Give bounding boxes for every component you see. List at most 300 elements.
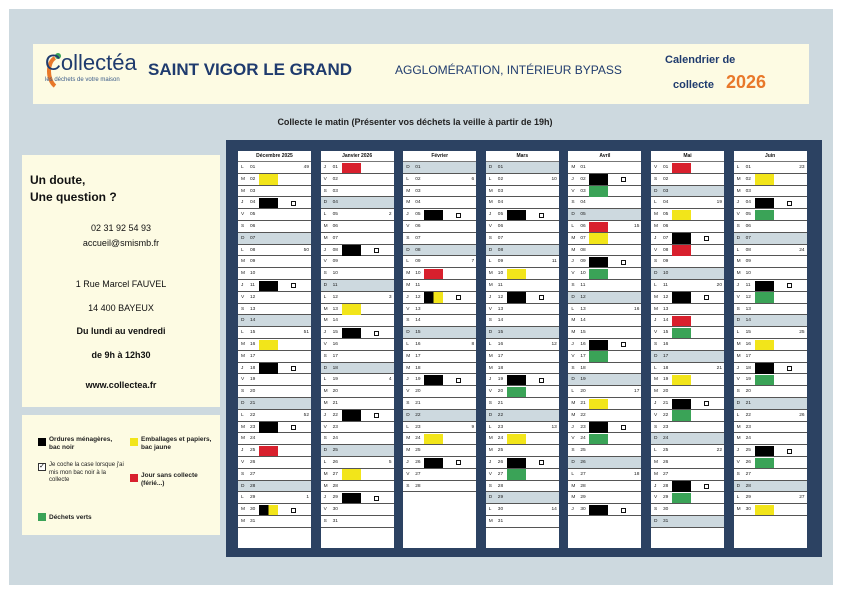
collection-checkbox[interactable] xyxy=(456,213,461,218)
day-row xyxy=(568,197,641,209)
day-letter: J xyxy=(654,483,657,489)
day-number: 09 xyxy=(332,259,338,265)
day-letter: V xyxy=(571,436,575,442)
collection-checkbox[interactable] xyxy=(704,236,709,241)
day-letter: M xyxy=(571,412,576,418)
collection-red-marker xyxy=(259,446,278,457)
day-number: 02 xyxy=(497,176,504,182)
day-number: 27 xyxy=(250,471,256,477)
day-row xyxy=(651,374,724,386)
collection-checkbox[interactable] xyxy=(704,295,709,300)
day-row xyxy=(403,174,476,186)
day-number: 15 xyxy=(497,330,504,336)
day-row xyxy=(238,516,311,528)
day-letter: D xyxy=(241,483,245,489)
day-row xyxy=(734,374,807,386)
week-number: 13 xyxy=(551,424,557,430)
day-row xyxy=(568,351,641,363)
day-number: 22 xyxy=(580,412,586,418)
day-row xyxy=(321,398,394,410)
day-row xyxy=(321,292,394,304)
day-letter: J xyxy=(241,282,244,288)
day-letter: V xyxy=(571,353,575,359)
day-number: 03 xyxy=(663,188,669,194)
day-letter: S xyxy=(736,389,740,395)
day-row xyxy=(734,315,807,327)
collection-black-marker xyxy=(424,375,443,386)
day-row xyxy=(486,410,559,422)
day-number: 27 xyxy=(580,471,586,477)
collection-black-marker xyxy=(342,245,361,256)
week-number: 51 xyxy=(303,330,309,336)
day-row xyxy=(403,315,476,327)
collection-checkbox[interactable] xyxy=(539,295,544,300)
day-number: 22 xyxy=(663,412,669,418)
day-letter: M xyxy=(488,436,493,442)
day-row xyxy=(486,315,559,327)
day-letter: D xyxy=(654,271,658,277)
day-number: 09 xyxy=(663,259,669,265)
day-letter: D xyxy=(571,294,575,300)
day-number: 18 xyxy=(580,365,586,371)
day-number: 18 xyxy=(663,365,669,371)
day-letter: M xyxy=(736,259,741,265)
day-row xyxy=(651,445,724,457)
collection-checkbox[interactable] xyxy=(539,460,544,465)
collection-checkbox[interactable] xyxy=(374,496,379,501)
day-number: 24 xyxy=(663,436,669,442)
day-number: 25 xyxy=(415,448,421,454)
day-row xyxy=(486,186,559,198)
week-number: 23 xyxy=(799,165,805,170)
day-letter: M xyxy=(406,282,411,288)
day-number: 01 xyxy=(745,165,751,170)
day-row xyxy=(238,233,311,245)
day-letter: M xyxy=(736,176,741,182)
collection-checkbox[interactable] xyxy=(621,260,626,265)
day-letter: J xyxy=(241,448,244,454)
collection-checkbox[interactable] xyxy=(291,201,296,206)
collection-red-marker xyxy=(342,163,361,174)
calendar-label-line1: Calendrier de xyxy=(665,54,736,66)
day-number: 26 xyxy=(250,459,256,465)
day-row xyxy=(238,363,311,375)
legend-check-label: Je coche la case lorsque j'ai mis mon bac noir à la collecte xyxy=(49,462,124,483)
collection-yellow-marker xyxy=(507,269,526,280)
day-row xyxy=(651,268,724,280)
day-number: 21 xyxy=(415,400,421,406)
day-number: 26 xyxy=(497,459,504,465)
day-number: 03 xyxy=(415,188,421,194)
day-letter: D xyxy=(736,235,741,241)
day-number: 25 xyxy=(332,448,338,454)
day-number: 02 xyxy=(415,176,421,182)
day-letter: S xyxy=(406,400,410,406)
day-letter: J xyxy=(488,377,492,383)
day-number: 30 xyxy=(332,507,338,513)
collection-checkbox[interactable] xyxy=(621,425,626,430)
day-row xyxy=(403,374,476,386)
day-letter: V xyxy=(654,330,658,336)
day-letter: S xyxy=(323,188,327,194)
day-letter: S xyxy=(323,353,327,359)
day-row xyxy=(734,162,807,174)
day-row xyxy=(734,292,807,304)
day-letter: S xyxy=(488,483,492,489)
collection-yellow-marker xyxy=(755,340,774,351)
week-number: 6 xyxy=(471,176,475,182)
day-row xyxy=(403,433,476,445)
day-number: 07 xyxy=(745,235,751,241)
day-row xyxy=(486,339,559,351)
day-row xyxy=(321,386,394,398)
hours-line1: Du lundi au vendredi xyxy=(76,326,166,336)
day-row xyxy=(568,209,641,221)
day-row xyxy=(568,492,641,504)
month-header: Décembre 2025 xyxy=(238,151,311,162)
day-number: 09 xyxy=(497,259,504,265)
day-number: 30 xyxy=(580,507,586,513)
day-letter: D xyxy=(406,247,410,253)
day-number: 28 xyxy=(745,483,751,489)
day-letter: M xyxy=(241,341,245,347)
day-letter: M xyxy=(571,247,576,253)
collection-yellow-marker xyxy=(342,469,361,480)
day-row xyxy=(651,245,724,257)
collection-black-marker xyxy=(507,458,526,469)
day-letter: S xyxy=(654,341,658,347)
day-row xyxy=(734,433,807,445)
day-number: 24 xyxy=(745,436,751,442)
day-number: 06 xyxy=(580,223,586,229)
day-letter: M xyxy=(323,389,328,395)
day-letter: M xyxy=(406,365,411,371)
day-row xyxy=(486,481,559,493)
collection-checkbox[interactable] xyxy=(621,342,626,347)
day-number: 30 xyxy=(250,507,256,513)
day-letter: L xyxy=(488,424,492,430)
day-letter: D xyxy=(488,247,493,253)
day-row xyxy=(403,339,476,351)
day-letter: J xyxy=(654,318,657,324)
day-number: 10 xyxy=(663,271,669,277)
day-number: 11 xyxy=(250,282,255,288)
day-row xyxy=(734,221,807,233)
day-number: 28 xyxy=(250,483,256,489)
collection-checkbox[interactable] xyxy=(374,331,379,336)
day-number: 26 xyxy=(332,459,338,465)
collection-checkbox[interactable] xyxy=(291,366,296,371)
collection-checkbox[interactable] xyxy=(787,201,792,206)
day-letter: S xyxy=(571,282,575,288)
day-number: 06 xyxy=(415,223,421,229)
day-letter: L xyxy=(406,176,409,182)
day-row xyxy=(486,433,559,445)
day-letter: M xyxy=(323,483,328,489)
day-letter: J xyxy=(736,448,739,454)
day-number: 08 xyxy=(663,247,669,253)
day-number: 02 xyxy=(580,176,586,182)
day-letter: J xyxy=(323,412,326,418)
day-letter: J xyxy=(571,341,574,347)
legend-check-icon: ✓ xyxy=(39,463,45,470)
collection-checkbox[interactable] xyxy=(704,484,709,489)
day-row xyxy=(734,256,807,268)
day-row xyxy=(486,398,559,410)
day-letter: D xyxy=(736,400,741,406)
email-address[interactable]: accueil@smismb.fr xyxy=(82,238,160,248)
day-letter: V xyxy=(654,412,658,418)
day-letter: L xyxy=(488,176,492,182)
day-row xyxy=(238,292,311,304)
day-number: 10 xyxy=(250,271,256,277)
day-letter: S xyxy=(654,259,658,265)
day-row xyxy=(238,504,311,516)
day-letter: V xyxy=(488,223,492,229)
collection-checkbox[interactable] xyxy=(374,248,379,253)
day-row xyxy=(238,221,311,233)
day-letter: L xyxy=(488,259,492,265)
day-row xyxy=(238,162,311,174)
day-letter: M xyxy=(571,165,576,170)
day-row xyxy=(238,339,311,351)
day-row xyxy=(486,363,559,375)
day-letter: V xyxy=(406,223,410,229)
day-number: 28 xyxy=(580,483,586,489)
week-number: 27 xyxy=(799,495,805,501)
collection-green-marker xyxy=(589,186,608,197)
day-row xyxy=(734,304,807,316)
day-row xyxy=(486,422,559,434)
day-number: 10 xyxy=(580,271,586,277)
collection-black-marker xyxy=(672,292,691,303)
day-row xyxy=(403,186,476,198)
week-number: 11 xyxy=(551,259,557,265)
day-letter: M xyxy=(488,200,493,206)
day-number: 05 xyxy=(580,212,586,218)
week-number: 1 xyxy=(306,495,309,501)
day-number: 12 xyxy=(332,294,338,300)
day-row xyxy=(486,174,559,186)
day-number: 08 xyxy=(415,247,421,253)
day-number: 23 xyxy=(663,424,669,430)
collection-black-marker xyxy=(259,363,278,374)
day-row xyxy=(651,492,724,504)
day-row xyxy=(321,162,394,174)
day-row xyxy=(651,174,724,186)
website-link[interactable]: www.collectea.fr xyxy=(85,380,157,390)
week-number: 16 xyxy=(634,306,640,312)
day-row xyxy=(486,386,559,398)
day-number: 17 xyxy=(250,353,256,359)
day-row xyxy=(321,280,394,292)
day-row xyxy=(486,256,559,268)
collection-black-marker xyxy=(259,422,278,433)
day-letter: J xyxy=(488,212,492,218)
collection-checkbox[interactable] xyxy=(787,449,792,454)
day-number: 01 xyxy=(250,165,256,170)
day-number: 27 xyxy=(415,471,421,477)
day-letter: M xyxy=(241,353,245,359)
day-number: 12 xyxy=(415,294,421,300)
day-letter: V xyxy=(654,165,658,170)
day-letter: V xyxy=(488,389,492,395)
day-number: 01 xyxy=(580,165,586,170)
month-header: Janvier 2026 xyxy=(321,151,394,162)
day-number: 04 xyxy=(332,200,338,206)
collection-checkbox[interactable] xyxy=(787,366,792,371)
collection-checkbox[interactable] xyxy=(374,413,379,418)
day-row xyxy=(403,351,476,363)
day-letter: M xyxy=(488,282,493,288)
day-letter: M xyxy=(241,424,245,430)
collection-checkbox[interactable] xyxy=(291,508,296,513)
day-letter: L xyxy=(571,306,575,312)
collection-red-marker xyxy=(424,269,443,280)
day-number: 12 xyxy=(580,294,586,300)
week-number: 26 xyxy=(799,412,805,418)
day-row xyxy=(651,162,724,174)
month-column xyxy=(321,151,394,548)
collection-green-marker xyxy=(589,434,608,445)
day-letter: V xyxy=(488,471,492,477)
week-number: 22 xyxy=(716,448,722,454)
day-row xyxy=(651,315,724,327)
collection-checkbox[interactable] xyxy=(456,378,461,383)
day-number: 22 xyxy=(250,412,256,418)
day-letter: L xyxy=(571,389,575,395)
day-number: 08 xyxy=(745,247,751,253)
day-number: 14 xyxy=(250,318,256,324)
phone-number: 02 31 92 54 93 xyxy=(90,223,152,233)
day-row xyxy=(734,492,807,504)
collection-black-marker xyxy=(589,505,608,516)
day-row xyxy=(238,492,311,504)
day-number: 25 xyxy=(250,448,256,454)
day-letter: M xyxy=(406,353,411,359)
day-letter: V xyxy=(736,377,740,383)
day-row xyxy=(568,504,641,516)
day-row xyxy=(734,386,807,398)
collection-checkbox[interactable] xyxy=(787,283,792,288)
month-header: Juin xyxy=(734,151,807,162)
collection-checkbox[interactable] xyxy=(621,508,626,513)
day-row xyxy=(734,481,807,493)
day-letter: L xyxy=(241,165,244,170)
day-number: 01 xyxy=(415,165,421,170)
day-row xyxy=(238,481,311,493)
day-letter: M xyxy=(571,318,576,324)
day-row xyxy=(734,280,807,292)
day-row xyxy=(486,445,559,457)
day-row xyxy=(568,327,641,339)
day-letter: M xyxy=(571,483,576,489)
collection-black-marker xyxy=(589,340,608,351)
collection-black-marker xyxy=(589,174,608,185)
day-row xyxy=(238,209,311,221)
day-row xyxy=(568,280,641,292)
day-row xyxy=(403,292,476,304)
day-row xyxy=(651,197,724,209)
day-row xyxy=(568,410,641,422)
day-letter: S xyxy=(488,235,492,241)
day-row xyxy=(321,410,394,422)
collection-checkbox[interactable] xyxy=(456,460,461,465)
day-letter: M xyxy=(736,353,741,359)
day-letter: J xyxy=(654,400,657,406)
day-row xyxy=(734,233,807,245)
day-number: 20 xyxy=(497,389,504,395)
collection-black-marker xyxy=(259,198,278,209)
day-number: 15 xyxy=(332,330,338,336)
day-letter: M xyxy=(406,271,411,277)
day-letter: M xyxy=(571,400,576,406)
day-number: 30 xyxy=(745,507,751,513)
day-letter: L xyxy=(736,412,740,418)
day-row xyxy=(238,469,311,481)
collection-checkbox[interactable] xyxy=(291,425,296,430)
day-number: 10 xyxy=(745,271,751,277)
legend-black-label: Ordures ménagères, bac noir xyxy=(49,436,113,451)
day-letter: D xyxy=(488,495,493,501)
day-row xyxy=(238,422,311,434)
collection-checkbox[interactable] xyxy=(704,401,709,406)
collection-blackyellow-marker xyxy=(259,505,278,516)
day-row xyxy=(568,162,641,174)
day-letter: M xyxy=(241,507,245,513)
day-number: 07 xyxy=(332,235,338,241)
day-row xyxy=(651,516,724,528)
day-row xyxy=(403,280,476,292)
day-number: 25 xyxy=(497,448,504,454)
collection-checkbox[interactable] xyxy=(539,213,544,218)
collection-checkbox[interactable] xyxy=(621,177,626,182)
collection-checkbox[interactable] xyxy=(539,378,544,383)
day-row xyxy=(238,398,311,410)
day-row xyxy=(403,363,476,375)
week-number: 18 xyxy=(634,471,640,477)
collection-checkbox[interactable] xyxy=(291,283,296,288)
day-row xyxy=(486,492,559,504)
day-row xyxy=(238,315,311,327)
day-row xyxy=(568,457,641,469)
day-number: 13 xyxy=(497,306,504,312)
day-row xyxy=(568,433,641,445)
day-number: 18 xyxy=(250,365,256,371)
day-letter: M xyxy=(406,200,411,206)
day-row xyxy=(568,386,641,398)
day-number: 08 xyxy=(497,247,504,253)
week-number: 19 xyxy=(716,200,722,206)
day-number: 04 xyxy=(663,200,669,206)
day-number: 04 xyxy=(497,200,504,206)
day-letter: S xyxy=(241,306,245,312)
day-row xyxy=(734,469,807,481)
day-number: 07 xyxy=(497,235,504,241)
day-row xyxy=(321,504,394,516)
day-letter: S xyxy=(488,400,492,406)
day-number: 18 xyxy=(497,365,504,371)
day-number: 29 xyxy=(663,495,669,501)
day-number: 03 xyxy=(332,188,338,194)
day-letter: M xyxy=(406,436,411,442)
day-row xyxy=(651,209,724,221)
day-letter: M xyxy=(323,223,328,229)
day-letter: D xyxy=(736,483,741,489)
day-number: 22 xyxy=(745,412,751,418)
day-letter: V xyxy=(736,459,740,465)
collection-checkbox[interactable] xyxy=(456,295,461,300)
